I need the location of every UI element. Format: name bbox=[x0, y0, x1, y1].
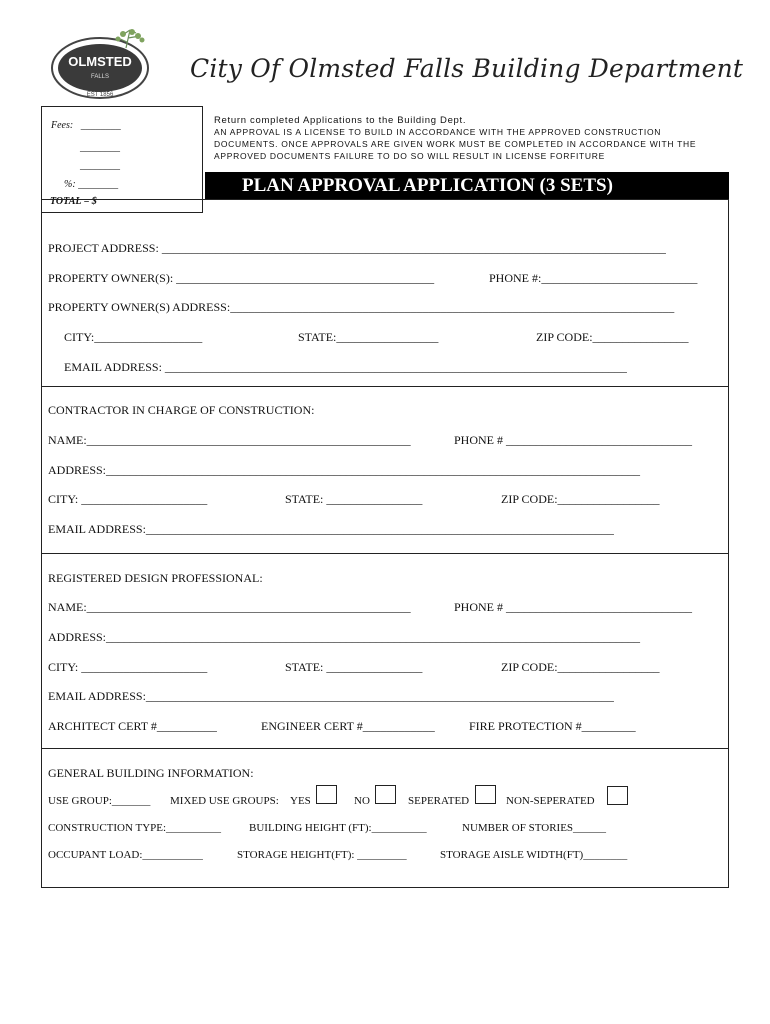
section-divider bbox=[41, 386, 729, 387]
design-name-field[interactable]: NAME:______________________________________________________ bbox=[48, 600, 411, 614]
building-height-field[interactable]: BUILDING HEIGHT (FT):__________ bbox=[249, 822, 427, 834]
design-phone-field[interactable]: PHONE # _______________________________ bbox=[454, 600, 693, 614]
architect-cert-field[interactable]: ARCHITECT CERT #__________ bbox=[48, 719, 217, 733]
instruction-line-4: APPROVED DOCUMENTS FAILURE TO DO SO WILL RESULT IN LICENSE FORFITURE bbox=[214, 151, 605, 161]
contractor-zip-field[interactable]: ZIP CODE:_________________ bbox=[501, 492, 660, 506]
svg-text:FALLS: FALLS bbox=[90, 74, 110, 80]
section-divider bbox=[41, 748, 729, 749]
storage-aisle-width-field[interactable]: STORAGE AISLE WIDTH(FT)________ bbox=[440, 849, 628, 861]
separated-label: SEPERATED bbox=[408, 795, 470, 807]
design-city-field[interactable]: CITY: _____________________ bbox=[48, 660, 208, 674]
svg-text:EST 1856: EST 1856 bbox=[86, 92, 114, 98]
non-separated-checkbox[interactable] bbox=[607, 786, 628, 805]
use-group-field[interactable]: USE GROUP:_______ bbox=[48, 795, 151, 807]
fees-line-3[interactable]: ________ bbox=[80, 160, 120, 171]
instruction-line-2: AN APPROVAL IS A LICENSE TO BUILD IN ACCORDANCE WITH THE APPROVED CONSTRUCTION bbox=[214, 127, 662, 137]
owner-address-field[interactable]: PROPERTY OWNER(S) ADDRESS:__________________________________________________________________________ bbox=[48, 300, 675, 314]
no-label: NO bbox=[354, 795, 370, 807]
occupant-load-field[interactable]: OCCUPANT LOAD:___________ bbox=[48, 849, 203, 861]
project-address-field[interactable]: PROJECT ADDRESS: ____________________________________________________________________________________ bbox=[48, 241, 666, 255]
page-title: City Of Olmsted Falls Building Department bbox=[190, 54, 744, 83]
form-title-bar bbox=[205, 172, 729, 199]
fees-label: Fees: ________ bbox=[51, 120, 121, 131]
design-zip-field[interactable]: ZIP CODE:_________________ bbox=[501, 660, 660, 674]
owner-zip-field[interactable]: ZIP CODE:________________ bbox=[536, 330, 689, 344]
non-separated-label: NON-SEPERATED bbox=[506, 795, 595, 807]
owner-city-field[interactable]: CITY:__________________ bbox=[64, 330, 203, 344]
yes-label: YES bbox=[290, 795, 311, 807]
section-divider bbox=[41, 553, 729, 554]
form-title: PLAN APPROVAL APPLICATION (3 SETS) bbox=[242, 175, 613, 196]
mixed-use-label: MIXED USE GROUPS: bbox=[170, 795, 279, 807]
instruction-line-1: Return completed Applications to the Building Dept. bbox=[214, 115, 467, 126]
no-checkbox[interactable] bbox=[375, 785, 396, 804]
fire-protection-field[interactable]: FIRE PROTECTION #_________ bbox=[469, 719, 636, 733]
contractor-city-field[interactable]: CITY: _____________________ bbox=[48, 492, 208, 506]
contractor-phone-field[interactable]: PHONE # _______________________________ bbox=[454, 433, 693, 447]
contractor-state-field[interactable]: STATE: ________________ bbox=[285, 492, 423, 506]
design-heading: REGISTERED DESIGN PROFESSIONAL: bbox=[48, 571, 263, 585]
engineer-cert-field[interactable]: ENGINEER CERT #____________ bbox=[261, 719, 435, 733]
yes-checkbox[interactable] bbox=[316, 785, 337, 804]
total-label: TOTAL = $ bbox=[50, 196, 97, 207]
contractor-heading: CONTRACTOR IN CHARGE OF CONSTRUCTION: bbox=[48, 403, 315, 417]
separated-checkbox[interactable] bbox=[475, 785, 496, 804]
contractor-email-field[interactable]: EMAIL ADDRESS:______________________________________________________________________________ bbox=[48, 522, 614, 536]
design-address-field[interactable]: ADDRESS:_________________________________________________________________________________________ bbox=[48, 630, 641, 644]
number-of-stories-field[interactable]: NUMBER OF STORIES______ bbox=[462, 822, 607, 834]
design-state-field[interactable]: STATE: ________________ bbox=[285, 660, 423, 674]
general-heading: GENERAL BUILDING INFORMATION: bbox=[48, 766, 254, 780]
owner-email-field[interactable]: EMAIL ADDRESS: _____________________________________________________________________________ bbox=[64, 360, 627, 374]
property-owner-field[interactable]: PROPERTY OWNER(S): ___________________________________________ bbox=[48, 271, 435, 285]
city-logo bbox=[48, 28, 158, 100]
percent-line[interactable]: %: ________ bbox=[64, 179, 119, 190]
svg-text:OLMSTED: OLMSTED bbox=[68, 54, 132, 69]
instruction-line-3: DOCUMENTS. ONCE APPROVALS ARE GIVEN WORK MUST BE COMPLETED IN ACCORDANCE WITH THE bbox=[214, 139, 697, 149]
owner-phone-field[interactable]: PHONE #:__________________________ bbox=[489, 271, 698, 285]
construction-type-field[interactable]: CONSTRUCTION TYPE:__________ bbox=[48, 822, 222, 834]
fees-box bbox=[41, 106, 203, 213]
storage-height-field[interactable]: STORAGE HEIGHT(FT): _________ bbox=[237, 849, 407, 861]
contractor-address-field[interactable]: ADDRESS:_________________________________________________________________________________________ bbox=[48, 463, 641, 477]
fees-line-2[interactable]: ________ bbox=[80, 142, 120, 153]
design-email-field[interactable]: EMAIL ADDRESS:______________________________________________________________________________ bbox=[48, 689, 614, 703]
contractor-name-field[interactable]: NAME:______________________________________________________ bbox=[48, 433, 411, 447]
owner-state-field[interactable]: STATE:_________________ bbox=[298, 330, 439, 344]
